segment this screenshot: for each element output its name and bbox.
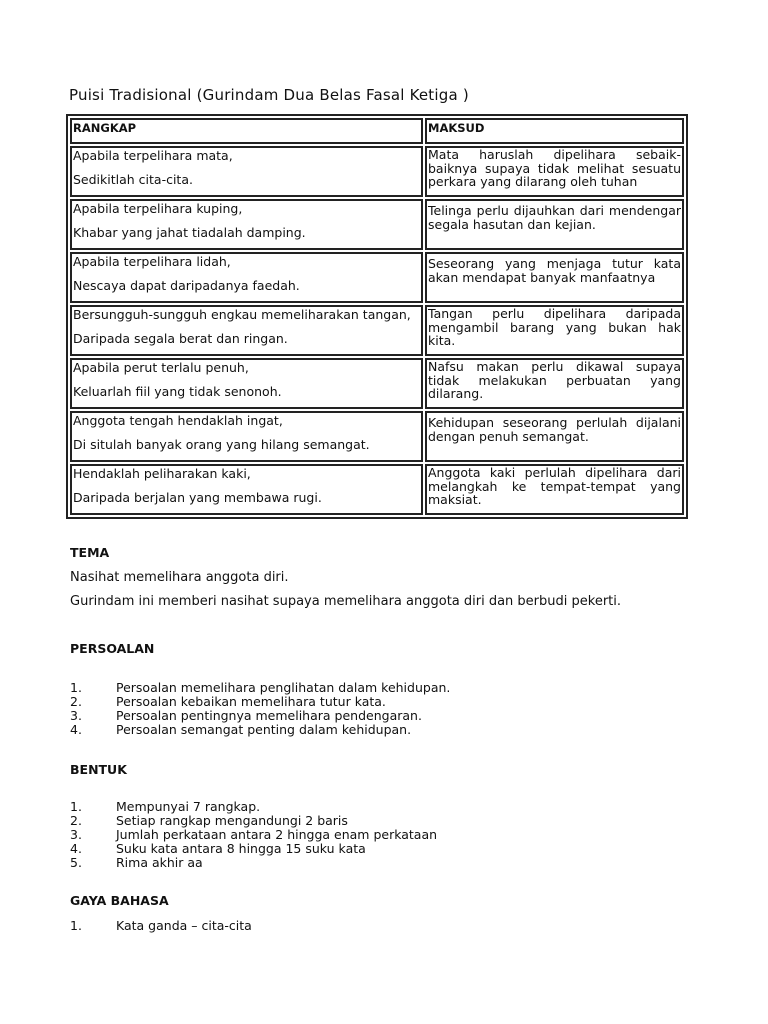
rangkap-line: Hendaklah peliharakan kaki, [73,466,251,481]
list-text: Rima akhir aa [116,855,203,870]
maksud-cell [425,199,684,250]
document-title: Puisi Tradisional (Gurindam Dua Belas Fasal Ketiga ) [69,86,469,104]
list-text: Suku kata antara 8 hingga 15 suku kata [116,841,366,856]
maksud-cell: Mata haruslah dipelihara sebaik-baiknya supaya tidak melihat sesuatu perkara yang dilarang oleh tuhan [425,146,684,197]
list-number: 5. [70,855,82,870]
table-header-row [70,118,684,144]
list-number: 1. [70,799,82,814]
maksud-cell [425,411,684,462]
gaya-bahasa-heading: GAYA BAHASA [70,893,169,908]
list-text: Persoalan kebaikan memelihara tutur kata. [116,694,386,709]
list-text: Persoalan memelihara penglihatan dalam kehidupan. [116,680,451,695]
rangkap-cell [70,358,423,409]
rangkap-cell [70,464,423,515]
rangkap-cell [70,411,423,462]
maksud-cell [425,252,684,303]
gurindam-table [66,114,688,519]
table-row [70,411,684,462]
rangkap-line: Apabila perut terlalu penuh, [73,360,249,375]
list-text: Persoalan pentingnya memelihara pendengaran. [116,708,422,723]
list-text: Mempunyai 7 rangkap. [116,799,261,814]
rangkap-line: Anggota tengah hendaklah ingat, [73,413,283,428]
list-text: Kata ganda – cita-cita [116,918,252,933]
list-number: 4. [70,722,82,737]
list-text: Setiap rangkap mengandungi 2 baris [116,813,348,828]
header-maksud: MAKSUD [425,118,684,144]
list-number: 1. [70,680,82,695]
rangkap-line: Daripada berjalan yang membawa rugi. [73,490,322,505]
maksud-cell: Anggota kaki perlulah dipelihara dari melangkah ke tempat-tempat yang maksiat. [425,464,684,515]
list-number: 2. [70,813,82,828]
maksud-cell: Nafsu makan perlu dikawal supaya tidak melakukan perbuatan yang dilarang. [425,358,684,409]
table-row [70,358,684,409]
list-number: 3. [70,827,82,842]
rangkap-line: Khabar yang jahat tiadalah damping. [73,225,306,240]
rangkap-line: Bersungguh-sungguh engkau memeliharakan tangan, [73,307,411,322]
tema-paragraph-1: Nasihat memelihara anggota diri. [70,570,289,585]
table-row [70,146,684,197]
list-text: Jumlah perkataan antara 2 hingga enam perkataan [116,827,438,842]
rangkap-line: Apabila terpelihara kuping, [73,201,243,216]
rangkap-line: Apabila terpelihara mata, [73,148,233,163]
table-row [70,464,684,515]
tema-heading: TEMA [70,545,110,560]
header-rangkap: RANGKAP [70,118,423,144]
rangkap-cell [70,199,423,250]
list-number: 2. [70,694,82,709]
rangkap-line: Daripada segala berat dan ringan. [73,331,288,346]
rangkap-line: Nescaya dapat daripadanya faedah. [73,278,300,293]
list-number: 1. [70,918,82,933]
table-row [70,199,684,250]
rangkap-line: Di situlah banyak orang yang hilang semangat. [73,437,370,452]
table-row [70,252,684,303]
list-text: Persoalan semangat penting dalam kehidupan. [116,722,412,737]
maksud-cell: Tangan perlu dipelihara daripada mengambil barang yang bukan hak kita. [425,305,684,356]
persoalan-heading: PERSOALAN [70,641,155,656]
bentuk-heading: BENTUK [70,762,127,777]
list-number: 4. [70,841,82,856]
table-row [70,305,684,356]
maksud-text: Telinga perlu dijauhkan dari mendengar segala hasutan dan kejian. [428,203,681,232]
tema-paragraph-2: Gurindam ini memberi nasihat supaya memelihara anggota diri dan berbudi pekerti. [70,594,622,609]
list-number: 3. [70,708,82,723]
rangkap-line: Keluarlah fiil yang tidak senonoh. [73,384,282,399]
rangkap-line: Apabila terpelihara lidah, [73,254,231,269]
rangkap-cell [70,146,423,197]
rangkap-line: Sedikitlah cita-cita. [73,172,193,187]
maksud-text: Seseorang yang menjaga tutur kata akan mendapat banyak manfaatnya [428,256,681,285]
rangkap-cell [70,305,423,356]
maksud-text: Kehidupan seseorang perlulah dijalani dengan penuh semangat. [428,415,681,444]
rangkap-cell [70,252,423,303]
